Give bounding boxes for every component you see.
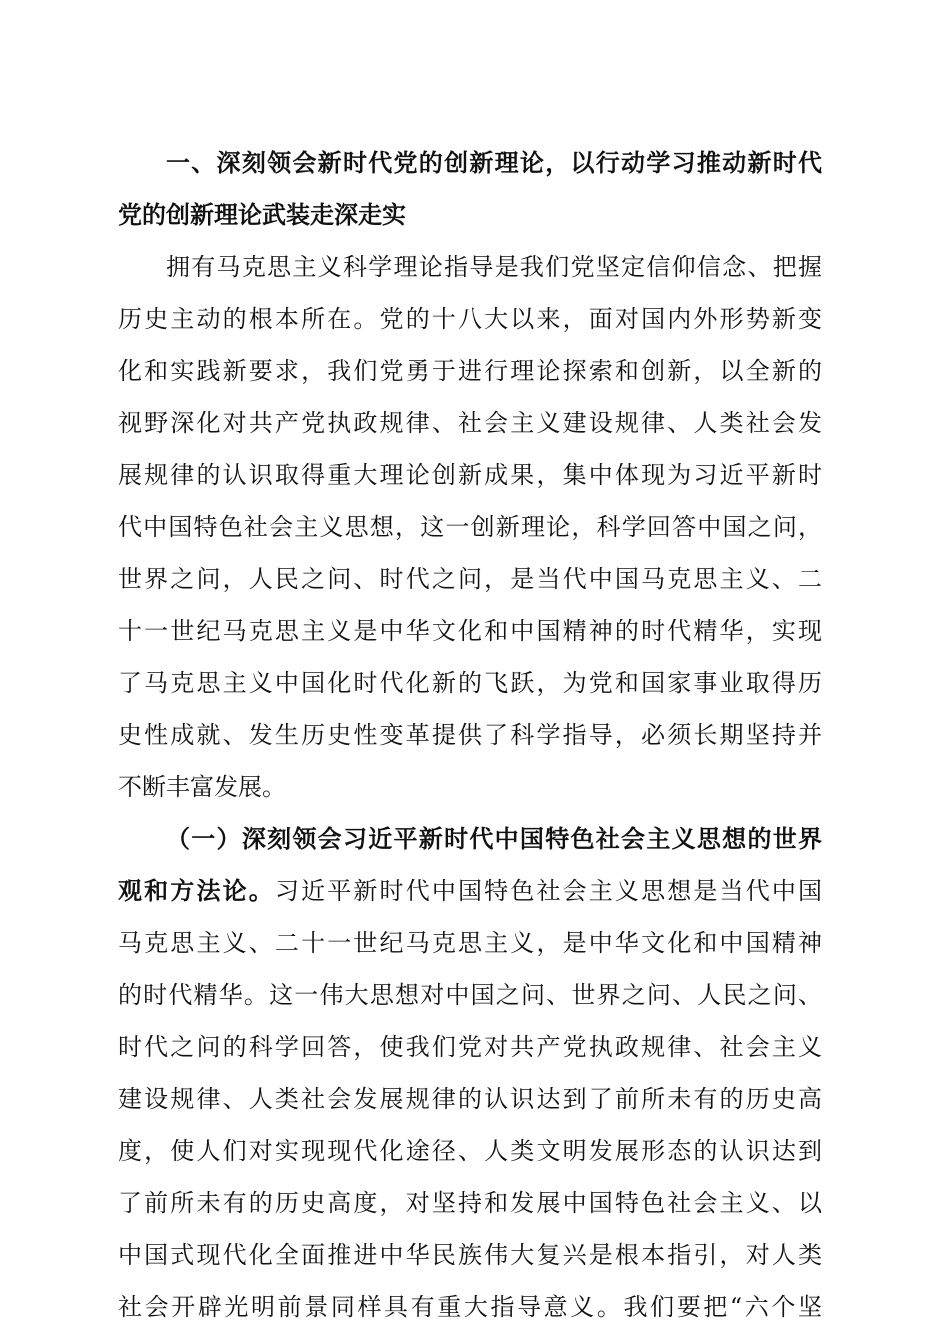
paragraph-line: 不断丰富发展。 (118, 773, 286, 801)
heading-line: 一、深刻领会新时代党的创新理论，以行动学习推动新时代 (166, 149, 822, 177)
paragraph-line: 视野深化对共产党执政规律、社会主义建设规律、人类社会发 (118, 409, 822, 437)
paragraph-line: 的时代精华。这一伟大思想对中国之问、世界之问、人民之问、 (118, 981, 822, 1009)
paragraph-line: 化和实践新要求，我们党勇于进行理论探索和创新，以全新的 (118, 357, 822, 385)
paragraph-line: 世界之问，人民之问、时代之问，是当代中国马克思主义、二 (118, 565, 822, 593)
paragraph-line: 展规律的认识取得重大理论创新成果，集中体现为习近平新时 (118, 461, 822, 489)
subheading-tail: 观和方法论。 (118, 877, 275, 905)
paragraph-line: 社会开辟光明前景同样具有重大指导意义。我们要把“六个坚 (118, 1293, 822, 1321)
document-body (118, 137, 822, 1333)
paragraph-text: 习近平新时代中国特色社会主义思想是当代中国 (274, 877, 823, 905)
paragraph-line: 度，使人们对实现现代化途径、人类文明发展形态的认识达到 (118, 1137, 822, 1165)
paragraph-line: 了马克思主义中国化时代化新的飞跃，为党和国家事业取得历 (118, 669, 822, 697)
paragraph-line: 十一世纪马克思主义是中华文化和中国精神的时代精华，实现 (118, 617, 822, 645)
paragraph-line: 马克思主义、二十一世纪马克思主义，是中华文化和中国精神 (118, 929, 822, 957)
paragraph-line: 了前所未有的历史高度，对坚持和发展中国特色社会主义、以 (118, 1189, 822, 1217)
heading-line: 党的创新理论武装走深走实 (118, 201, 406, 229)
paragraph-1 (118, 241, 822, 813)
paragraph-2 (118, 813, 822, 1333)
paragraph-line: 建设规律、人类社会发展规律的认识达到了前所未有的历史高 (118, 1085, 822, 1113)
paragraph-line: 拥有马克思主义科学理论指导是我们党坚定信仰信念、把握 (166, 253, 822, 281)
paragraph-line (118, 865, 822, 917)
paragraph-line: 代中国特色社会主义思想，这一创新理论，科学回答中国之问， (118, 513, 822, 541)
paragraph-line: 时代之问的科学回答，使我们党对共产党执政规律、社会主义 (118, 1033, 822, 1061)
paragraph-line: 历史主动的根本所在。党的十八大以来，面对国内外形势新变 (118, 305, 822, 333)
paragraph-line: 史性成就、发生历史性变革提供了科学指导，必须长期坚持并 (118, 721, 822, 749)
section-heading (118, 137, 822, 241)
paragraph-line: 中国式现代化全面推进中华民族伟大复兴是根本指引，对人类 (118, 1241, 822, 1269)
subheading-line: （一）深刻领会习近平新时代中国特色社会主义思想的世界 (166, 825, 822, 853)
